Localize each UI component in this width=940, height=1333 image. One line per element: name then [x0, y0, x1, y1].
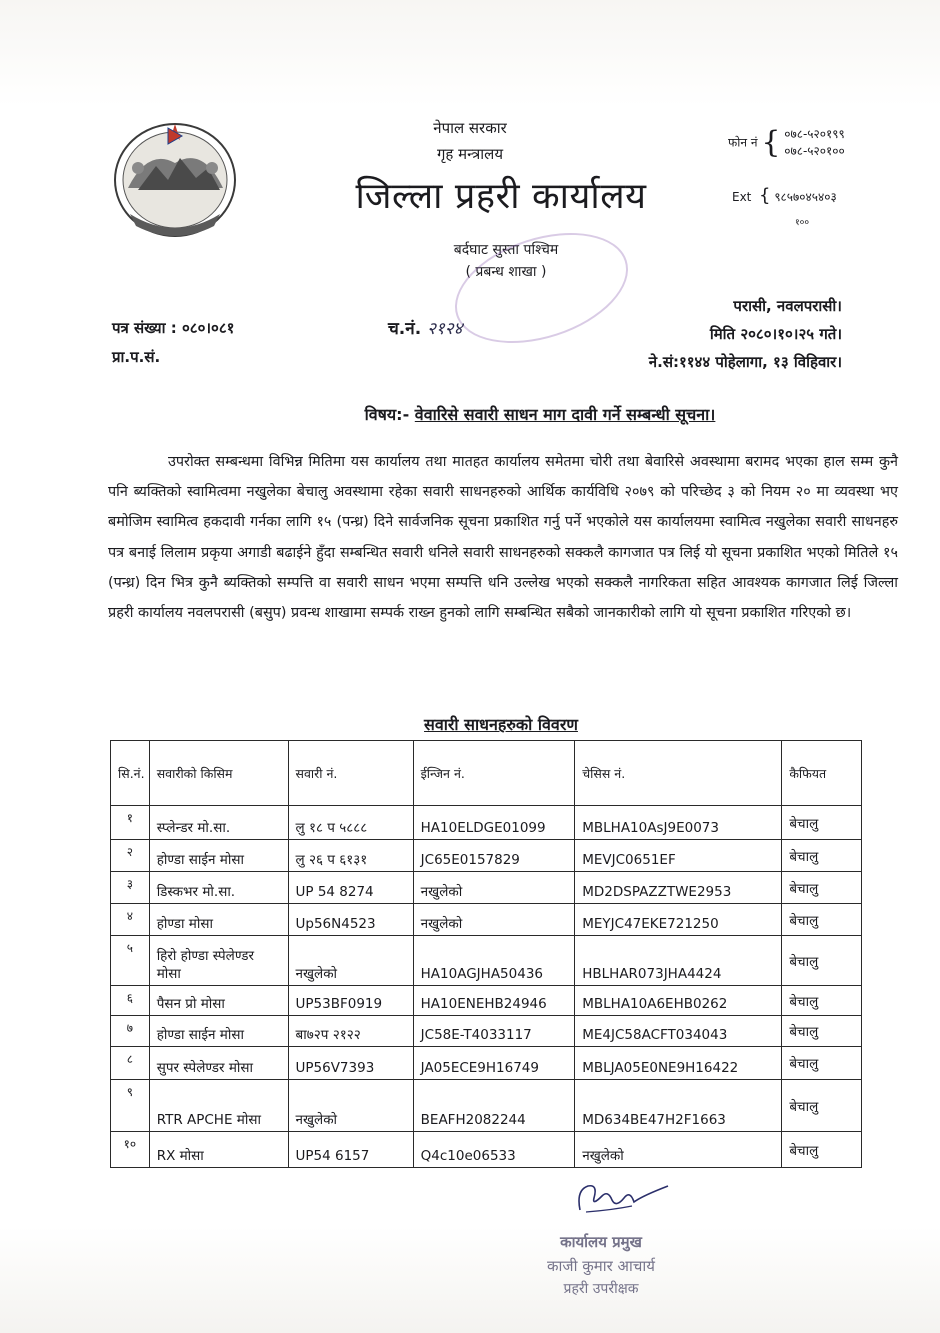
brace-icon: {: [759, 185, 771, 206]
cell-remarks: बेचालु: [782, 1132, 862, 1168]
cell-serial: ५: [111, 936, 150, 986]
date: मिति २०८०।१०।२५ गते।: [709, 325, 842, 343]
cell-serial: १०: [111, 1132, 150, 1168]
cell-engine-number: BEAFH2082244: [413, 1080, 575, 1132]
cell-remarks: बेचालु: [782, 1016, 862, 1047]
cell-serial: ८: [111, 1047, 150, 1080]
cell-vehicle-type: होण्डा साईन मोसा: [149, 840, 288, 872]
ministry-name: गृह मन्त्रालय: [436, 145, 504, 163]
cell-remarks: बेचालु: [782, 904, 862, 936]
cell-chassis-number: ME4JC58ACFT034043: [575, 1016, 782, 1047]
table-row: [111, 986, 862, 1016]
subject-text: वेवारिसे सवारी साधन माग दावी गर्ने सम्बन्धी सूचना।: [414, 405, 716, 424]
cell-vehicle-type: होण्डा मोसा: [149, 904, 288, 936]
cell-engine-number: नखुलेको: [413, 872, 575, 904]
cell-chassis-number: MEVJC0651EF: [575, 840, 782, 872]
cell-vehicle-number: UP 54 8274: [288, 872, 413, 904]
cell-vehicle-type: RX मोसा: [149, 1132, 288, 1168]
cell-serial: ३: [111, 872, 150, 904]
cell-remarks: बेचालु: [782, 872, 862, 904]
brace-icon: {: [761, 125, 781, 160]
table-header-row: [111, 741, 862, 806]
ext-sub: १००: [795, 218, 810, 228]
header-serial: सि.नं.: [111, 741, 150, 806]
table-row: [111, 936, 862, 986]
cell-vehicle-type: होण्डा साईन मोसा: [149, 1016, 288, 1047]
phone-numbers: [784, 126, 845, 160]
table-row: [111, 872, 862, 904]
cell-engine-number: HA10ENEHB24946: [413, 986, 575, 1016]
cell-chassis-number: नखुलेको: [575, 1132, 782, 1168]
cell-engine-number: JC65E0157829: [413, 840, 575, 872]
ext-label: Ext: [732, 190, 752, 204]
cell-vehicle-number: नखुलेको: [288, 936, 413, 986]
cell-remarks: बेचालु: [782, 1080, 862, 1132]
cell-chassis-number: MBLJA05E0NE9H16422: [575, 1047, 782, 1080]
ext-number: ९८५७०४५४०३: [774, 190, 837, 204]
header-vehicle-number: सवारी नं.: [288, 741, 413, 806]
letter-number: पत्र संख्या : ०८०।०८१: [112, 319, 235, 337]
chalani-label: च.नं.: [388, 319, 422, 339]
cell-engine-number: Q4c10e06533: [413, 1132, 575, 1168]
cell-serial: ९: [111, 1080, 150, 1132]
signature: [572, 1180, 674, 1218]
section-name: ( प्रबन्ध शाखा ): [465, 264, 547, 280]
signatory-title: कार्यालय प्रमुख: [560, 1233, 642, 1251]
cell-chassis-number: MD634BE47H2F1663: [575, 1080, 782, 1132]
cell-engine-number: HA10AGJHA50436: [413, 936, 575, 986]
cell-chassis-number: HBLHAR073JHA4424: [575, 936, 782, 986]
nepal-sambat-date: ने.सं:११४४ पोहेलागा, १३ विहिवार।: [648, 353, 842, 371]
cell-vehicle-number: UP53BF0919: [288, 986, 413, 1016]
table-row: [111, 806, 862, 840]
cell-remarks: बेचालु: [782, 840, 862, 872]
chalani-number: [388, 316, 462, 339]
cell-engine-number: HA10ELDGE01099: [413, 806, 575, 840]
cell-remarks: बेचालु: [782, 986, 862, 1016]
cell-vehicle-type: स्प्लेन्डर मो.सा.: [149, 806, 288, 840]
table-row: [111, 1047, 862, 1080]
cell-vehicle-type: पैसन प्रो मोसा: [149, 986, 288, 1016]
cell-serial: ६: [111, 986, 150, 1016]
cell-vehicle-number: UP54 6157: [288, 1132, 413, 1168]
cell-vehicle-type: हिरो होण्डा स्पेलेण्डर मोसा: [149, 936, 288, 986]
cell-vehicle-number: बा७२प २१२२: [288, 1016, 413, 1047]
chalani-value: २१२४: [427, 319, 463, 339]
signatory-rank: प्रहरी उपरीक्षक: [563, 1281, 639, 1297]
pra-pa-san: प्रा.प.सं.: [112, 348, 161, 366]
cell-vehicle-number: Up56N4523: [288, 904, 413, 936]
header-vehicle-type: सवारीको किसिम: [149, 741, 288, 806]
cell-chassis-number: MD2DSPAZZTWE2953: [575, 872, 782, 904]
cell-vehicle-type: डिस्कभर मो.सा.: [149, 872, 288, 904]
cell-vehicle-number: लु १८ प ५८८८: [288, 806, 413, 840]
office-title: जिल्ला प्रहरी कार्यालय: [355, 176, 647, 217]
phone-number: ०७८-५२०१००: [784, 144, 845, 158]
cell-vehicle-number: UP56V7393: [288, 1047, 413, 1080]
body-paragraph: उपरोक्त सम्बन्धमा विभिन्न मितिमा यस कार्यालय तथा मातहत कार्यालय समेतमा चोरी तथा बेवारिसे अवस्थामा बरामद भएका हाल सम्म कुनै पनि ब्यक्तिको स्वामित्वमा नखुलेका बेचालु अवस्थामा रहेका सवारी साधनहरुको आर्थिक कार्यविधि २०७९ को परिच्छेद ३ को नियम २० मा व्यवस्था भए बमोजिम स्वामित्व हकदावी गर्नका लागि १५ (पन्ध्र) दिने सार्वजनिक सूचना प्रकाशित गर्नु पर्ने भएकोले यस कार्यालयमा स्वामित्व नखुलेका सवारी साधनहरु पत्र बनाई लिलाम प्रकृया अगाडी बढाईने हुँदा सम्बन्धित सवारी धनिले सवारी साधनहरुको सक्कलै कागजात पत्र लिई यो सूचना प्रकाशित भएको मितिले १५ (पन्ध्र) दिन भित्र कुनै ब्यक्तिको सम्पत्ति वा सवारी साधन भएमा सम्पत्ति धनि उल्लेख भएको सक्कलै नागरिकता सहित आवश्यक कागजात लिई जिल्ला प्रहरी कार्यालय नवलपरासी (बसुप) प्रवन्ध शाखामा सम्पर्क राख्न हुनको लागि सम्बन्धित सबैको जानकारीको लागि यो सूचना प्रकाशित गरिएको छ।: [108, 454, 898, 622]
phone-label: फोन नं: [728, 135, 758, 150]
header-remarks: कैफियत: [782, 741, 862, 806]
cell-serial: ४: [111, 904, 150, 936]
signatory-name: काजी कुमार आचार्य: [547, 1257, 655, 1275]
cell-serial: ७: [111, 1016, 150, 1047]
cell-engine-number: JC58E-T4033117: [413, 1016, 575, 1047]
table-row: [111, 1016, 862, 1047]
cell-vehicle-number: लु २६ प ६१३१: [288, 840, 413, 872]
cell-serial: १: [111, 806, 150, 840]
table-title: सवारी साधनहरुको विवरण: [424, 715, 578, 734]
vehicle-table: [110, 740, 862, 1168]
place: परासी, नवलपरासी।: [733, 297, 842, 315]
extension-block: [732, 185, 837, 206]
table-row: [111, 1132, 862, 1168]
phone-number: ०७८-५२०१९९: [784, 127, 845, 141]
cell-vehicle-number: नखुलेको: [288, 1080, 413, 1132]
district-name: बर्दघाट सुस्ता पश्चिम: [453, 242, 559, 258]
cell-vehicle-type: RTR APCHE मोसा: [149, 1080, 288, 1132]
table-row: [111, 1080, 862, 1132]
cell-vehicle-type: सुपर स्पेलेण्डर मोसा: [149, 1047, 288, 1080]
cell-chassis-number: MBLHA10A6EHB0262: [575, 986, 782, 1016]
cell-remarks: बेचालु: [782, 806, 862, 840]
cell-chassis-number: MBLHA10AsJ9E0073: [575, 806, 782, 840]
cell-remarks: बेचालु: [782, 1047, 862, 1080]
table-row: [111, 904, 862, 936]
phone-block: [728, 126, 845, 160]
header-engine-number: ईन्जिन नं.: [413, 741, 575, 806]
cell-engine-number: JA05ECE9H16749: [413, 1047, 575, 1080]
cell-serial: २: [111, 840, 150, 872]
cell-remarks: बेचालु: [782, 936, 862, 986]
subject-label: विषय:-: [364, 405, 410, 424]
table-row: [111, 840, 862, 872]
subject-line: [0, 403, 940, 425]
cell-engine-number: नखुलेको: [413, 904, 575, 936]
cell-chassis-number: MEYJC47EKE721250: [575, 904, 782, 936]
header-chassis-number: चेसिस नं.: [575, 741, 782, 806]
government-name: नेपाल सरकार: [433, 119, 507, 137]
